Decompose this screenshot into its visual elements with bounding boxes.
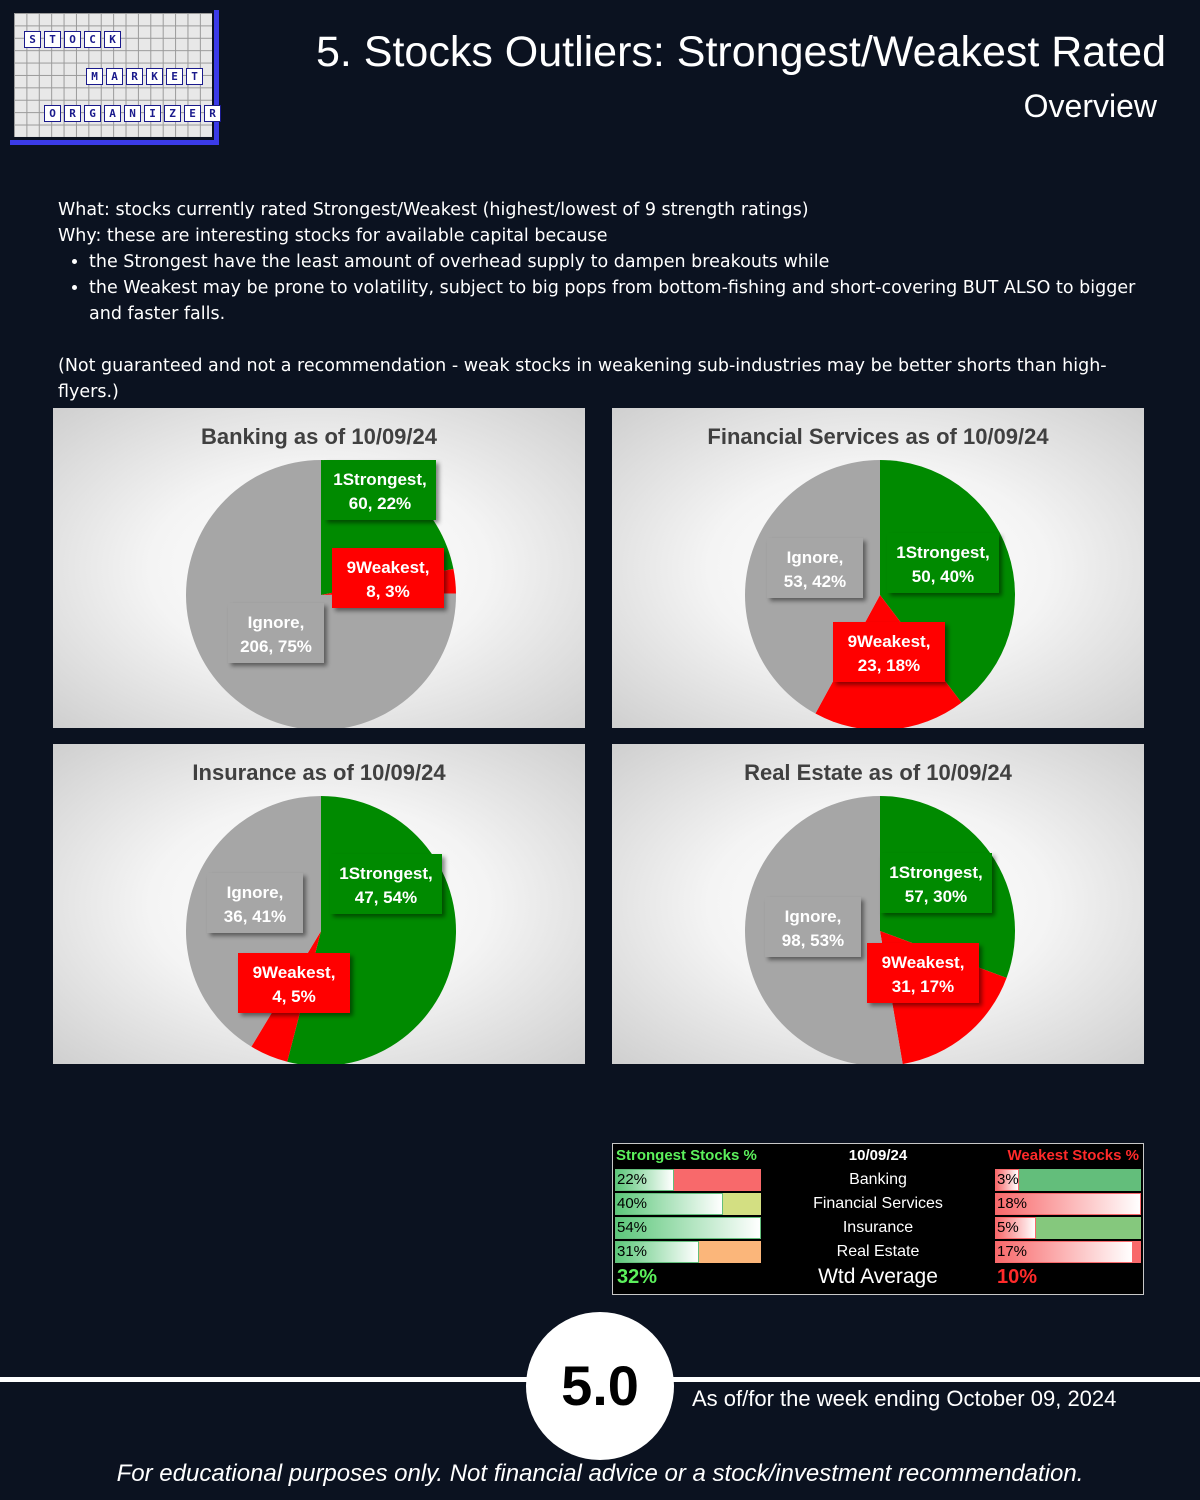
logo-letter: R xyxy=(126,68,143,85)
page-title: 5. Stocks Outliers: Strongest/Weakest Rated xyxy=(315,28,1166,76)
strongest-cell xyxy=(615,1169,761,1191)
data-label-text: 60, 22% xyxy=(348,494,412,513)
logo-letter: O xyxy=(44,105,61,122)
intro-bullets xyxy=(58,249,1148,327)
weakest-cell xyxy=(995,1169,1141,1191)
logo-letter: R xyxy=(204,105,221,122)
pie-chart-banking xyxy=(53,408,585,728)
table-row xyxy=(613,1216,1143,1240)
logo-letter: E xyxy=(184,105,201,122)
data-label-text: 36, 41% xyxy=(223,907,287,926)
strongest-cell xyxy=(615,1217,761,1239)
intro-text xyxy=(58,197,1148,405)
logo-letter: O xyxy=(64,31,81,48)
logo-letter: T xyxy=(186,68,203,85)
logo-letter: A xyxy=(104,105,121,122)
strongest-value: 22% xyxy=(617,1171,648,1188)
data-label-text: 4, 5% xyxy=(272,987,316,1006)
header-date: 10/09/24 xyxy=(848,1147,908,1164)
strongest-value: 40% xyxy=(617,1195,648,1212)
pie-svg xyxy=(612,744,1144,1064)
sector-name: Real Estate xyxy=(836,1243,920,1260)
data-label-ignore xyxy=(228,603,324,663)
data-label-text: 57, 30% xyxy=(904,887,968,906)
data-label-strongest xyxy=(324,460,436,520)
page-subtitle: Overview xyxy=(1023,88,1157,124)
logo-word-market xyxy=(86,68,206,85)
data-label-text: 23, 18% xyxy=(857,656,921,675)
data-label-text: 9Weakest, xyxy=(847,632,931,651)
disclaimer: For educational purposes only. Not financial advice or a stock/investment recommendation. xyxy=(116,1460,1084,1487)
avg-label: Wtd Average xyxy=(818,1265,938,1288)
data-label-weakest xyxy=(238,953,350,1013)
weakest-cell xyxy=(995,1193,1141,1215)
pie-chart-insurance xyxy=(53,744,585,1064)
data-label-text: 9Weakest, xyxy=(881,953,965,972)
weakest-value: 17% xyxy=(997,1243,1028,1260)
table-row xyxy=(613,1168,1143,1192)
data-label-ignore xyxy=(207,873,303,933)
weakest-value: 3% xyxy=(997,1171,1019,1188)
logo-letter: N xyxy=(124,105,141,122)
sector-name: Financial Services xyxy=(813,1195,943,1212)
section-badge: 5.0 xyxy=(526,1312,674,1460)
logo-letter: G xyxy=(84,105,101,122)
summary-table xyxy=(612,1143,1144,1295)
logo-letter: M xyxy=(86,68,103,85)
pie-svg xyxy=(53,744,585,1064)
strongest-cell xyxy=(615,1193,761,1215)
data-label-text: 31, 17% xyxy=(891,977,955,996)
header-strongest: Strongest Stocks % xyxy=(616,1147,757,1164)
avg-weakest: 10% xyxy=(997,1266,1038,1288)
data-label-text: 206, 75% xyxy=(240,637,312,656)
data-label-ignore xyxy=(767,538,863,598)
chart-title: Banking as of 10/09/24 xyxy=(201,424,437,449)
weakest-value: 5% xyxy=(997,1219,1019,1236)
data-label-text: 1Strongest, xyxy=(896,543,990,562)
intro-what: What: stocks currently rated Strongest/Weakest (highest/lowest of 9 strength ratings) xyxy=(58,200,809,220)
data-label-text: Ignore, xyxy=(226,883,284,902)
data-label-text: 1Strongest, xyxy=(339,864,433,883)
data-label-strongest xyxy=(880,853,992,913)
header-weakest: Weakest Stocks % xyxy=(1007,1147,1139,1164)
chart-title: Real Estate as of 10/09/24 xyxy=(744,760,1012,785)
logo-word-stock xyxy=(24,31,124,48)
table-row xyxy=(613,1192,1143,1216)
sector-name: Banking xyxy=(849,1171,907,1188)
sector-name: Insurance xyxy=(842,1219,914,1236)
data-label-strongest xyxy=(330,854,442,914)
chart-title: Financial Services as of 10/09/24 xyxy=(707,424,1049,449)
logo-letter: Z xyxy=(164,105,181,122)
strongest-cell xyxy=(615,1241,761,1263)
logo-letter: R xyxy=(64,105,81,122)
data-label-text: 98, 53% xyxy=(781,931,845,950)
data-label-text: 9Weakest, xyxy=(346,558,430,577)
data-label-ignore xyxy=(765,897,861,957)
logo-letter: E xyxy=(166,68,183,85)
pie-chart-financial-services xyxy=(612,408,1144,728)
data-label-text: 53, 42% xyxy=(783,572,847,591)
logo-word-organizer xyxy=(44,105,224,122)
data-label-text: 1Strongest, xyxy=(889,863,983,882)
logo-letter: T xyxy=(44,31,61,48)
logo-letter: A xyxy=(106,68,123,85)
intro-why: Why: these are interesting stocks for available capital because xyxy=(58,226,608,246)
intro-note: (Not guaranteed and not a recommendation - weak stocks in weakening sub-industries may be better shorts than high-flyers.) xyxy=(58,356,1107,402)
intro-bullet: • the Weakest may be prone to volatility, subject to big pops from bottom-fishing and short-covering BUT ALSO to bigger and faster falls. xyxy=(89,275,1148,327)
data-label-text: 47, 54% xyxy=(354,888,418,907)
data-label-weakest xyxy=(833,622,945,682)
table-row xyxy=(613,1240,1143,1264)
pie-svg xyxy=(612,408,1144,728)
chart-title: Insurance as of 10/09/24 xyxy=(192,760,446,785)
data-label-weakest xyxy=(332,548,444,608)
data-label-text: 1Strongest, xyxy=(333,470,427,489)
weakest-cell xyxy=(995,1217,1141,1239)
logo-letter: C xyxy=(84,31,101,48)
intro-bullet: • the Strongest have the least amount of overhead supply to dampen breakouts while xyxy=(89,249,1148,275)
as-of-date: As of/for the week ending October 09, 2024 xyxy=(692,1386,1117,1411)
data-label-text: Ignore, xyxy=(786,548,844,567)
data-label-text: 9Weakest, xyxy=(252,963,336,982)
logo-letter: I xyxy=(144,105,161,122)
weakest-cell xyxy=(995,1241,1141,1263)
data-label-weakest xyxy=(867,943,979,1003)
pie-chart-real-estate xyxy=(612,744,1144,1064)
data-label-strongest xyxy=(887,533,999,593)
data-label-text: Ignore, xyxy=(784,907,842,926)
data-label-text: 50, 40% xyxy=(911,567,975,586)
logo xyxy=(10,10,219,145)
data-label-text: 8, 3% xyxy=(366,582,410,601)
avg-strongest: 32% xyxy=(617,1266,658,1288)
strongest-value: 54% xyxy=(617,1219,648,1236)
data-label-text: Ignore, xyxy=(247,613,305,632)
logo-letter: K xyxy=(104,31,121,48)
logo-letter: S xyxy=(24,31,41,48)
logo-letter: K xyxy=(146,68,163,85)
pie-svg xyxy=(53,408,585,728)
weakest-value: 18% xyxy=(997,1195,1028,1212)
strongest-value: 31% xyxy=(617,1243,648,1260)
